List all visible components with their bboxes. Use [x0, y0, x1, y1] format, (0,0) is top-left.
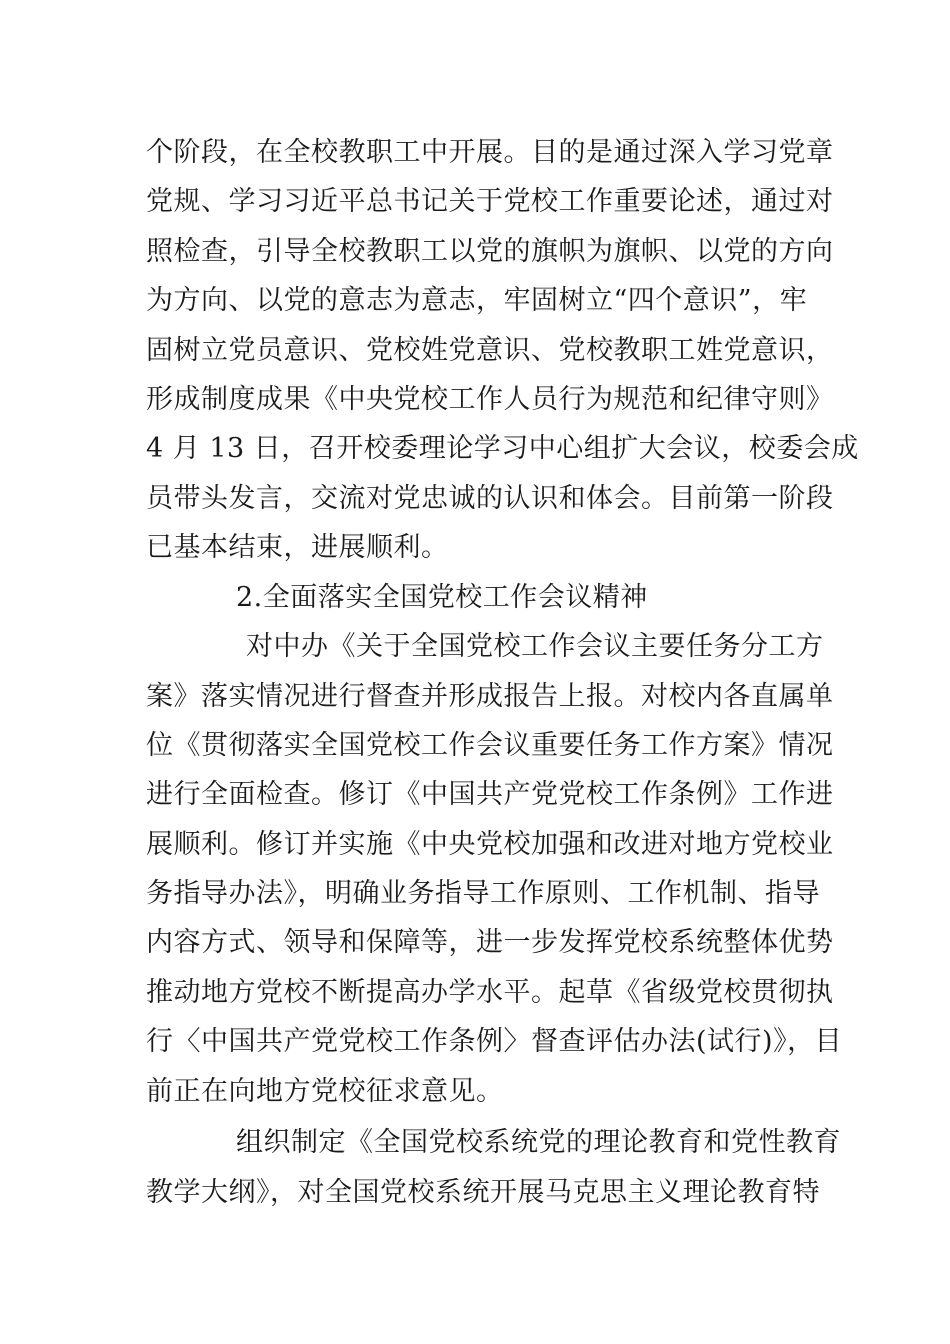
text-line: 已基本结束，进展顺利。 [146, 532, 449, 563]
text-line: 位《贯彻落实全国党校工作会议重要任务工作方案》情况 [146, 730, 834, 761]
text-line: 展顺利。修订并实施《中央党校加强和改进对地方党校业 [146, 829, 834, 860]
text-line: 务指导办法》，明确业务指导工作原则、工作机制、指导 [146, 878, 820, 909]
text-line: 个阶段，在全校教职工中开展。目的是通过深入学习党章 [146, 137, 834, 168]
text-line: 案》落实情况进行督查并形成报告上报。对校内各直属单 [146, 681, 834, 712]
text-line: 推动地方党校不断提高办学水平。起草《省级党校贯彻执 [146, 977, 834, 1008]
text-line: 员带头发言，交流对党忠诚的认识和体会。目前第一阶段 [146, 483, 834, 514]
text-line: 组织制定《全国党校系统党的理论教育和党性教育 [236, 1127, 841, 1158]
text-line: 教学大纲》，对全国党校系统开展马克思主义理论教育特 [146, 1177, 820, 1208]
section-heading: 2.全面落实全国党校工作会议精神 [236, 582, 648, 613]
text-line: 对中办《关于全国党校工作会议主要任务分工方 [246, 631, 824, 662]
text-line: 形成制度成果《中央党校工作人员行为规范和纪律守则》 [146, 384, 834, 415]
text-line: 进行全面检查。修订《中国共产党党校工作条例》工作进 [146, 779, 834, 810]
text-line: 为方向、以党的意志为意志，牢固树立“四个意识”，牢 [146, 285, 808, 316]
text-line: 照检查，引导全校教职工以党的旗帜为旗帜、以党的方向 [146, 236, 834, 267]
text-line: 4 月 13 日，召开校委理论学习中心组扩大会议，校委会成 [146, 433, 859, 464]
text-line: 内容方式、领导和保障等，进一步发挥党校系统整体优势 [146, 927, 834, 958]
text-line: 党规、学习习近平总书记关于党校工作重要论述，通过对 [146, 186, 834, 217]
text-line: 前正在向地方党校征求意见。 [146, 1076, 504, 1107]
text-line: 固树立党员意识、党校姓党意识、党校教职工姓党意识， [146, 335, 834, 366]
text-line: 行〈中国共产党党校工作条例〉督查评估办法(试行)》，目 [146, 1026, 843, 1057]
